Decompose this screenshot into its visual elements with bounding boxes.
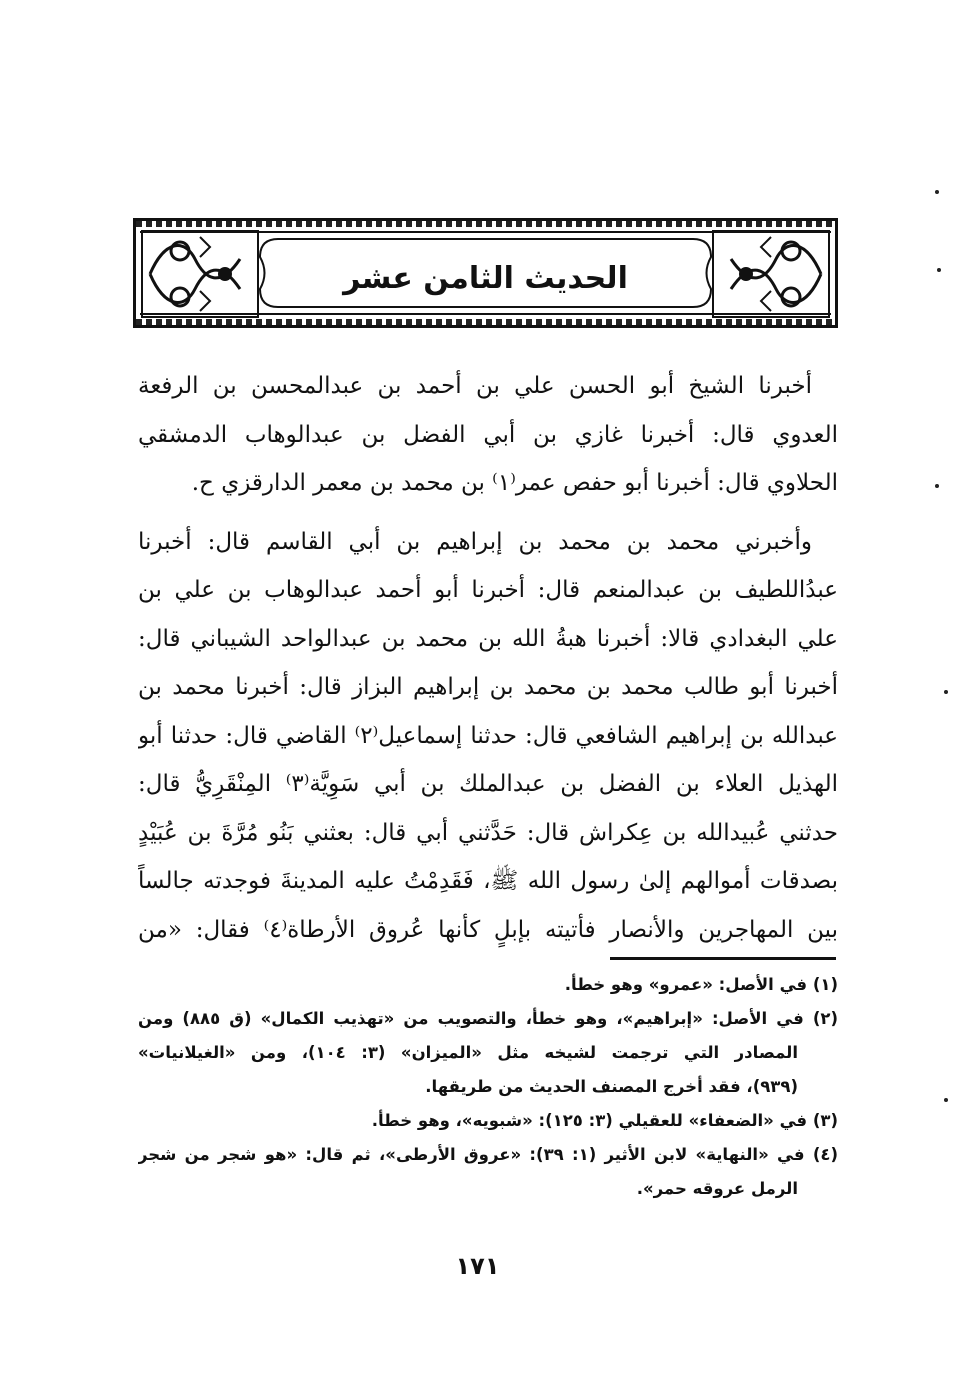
text-line: أخبرنا أبو طالب محمد بن محمد بن إبراهيم البزاز قال: أخبرنا محمد بن bbox=[138, 674, 838, 700]
text-line: الحلاوي قال: أخبرنا أبو حفص عمر⁽١⁾ بن محمد بن معمر الدارقزي ح. bbox=[191, 470, 838, 496]
footnote-separator bbox=[610, 957, 836, 960]
footnote-2-continuation: المصادر التي ترجمت لشيخه مثل «الميزان» (٣: ١٠٤)، ومن «الغيلانيات» bbox=[138, 1043, 799, 1062]
text-line: عبدالله بن إبراهيم الشافعي قال: حدثنا إسماعيل⁽٢⁾ القاضي قال: حدثنا أبو bbox=[138, 722, 838, 749]
footnote-3: (٣) في «الضعفاء» للعقيلي (٣: ١٢٥): «شبويه»، وهو خطأ. bbox=[371, 1111, 838, 1130]
footnote-2-continuation: (٩٣٩)، فقد أخرج المصنف الحديث من طريقها. bbox=[425, 1077, 798, 1096]
text-line: الهذيل العلاء بن الفضل بن عبدالملك بن أبي سَوِيَّة⁽٣⁾ المِنْقَرِيُّ قال: bbox=[138, 771, 838, 797]
chapter-title: الحديث الثامن عشر bbox=[343, 261, 628, 296]
margin-dot bbox=[944, 690, 948, 694]
left-ornament-icon bbox=[140, 229, 260, 319]
right-ornament-icon bbox=[711, 229, 831, 319]
text-line: العدوي قال: أخبرنا غازي بن أبي الفضل بن عبدالوهاب الدمشقي bbox=[138, 421, 838, 448]
text-line: أخبرنا الشيخ أبو الحسن علي بن أحمد بن عبدالمحسن بن الرفعة bbox=[138, 373, 812, 399]
page-number: ١٧١ bbox=[455, 1252, 500, 1280]
text-line: بين المهاجرين والأنصار فأتيته بإبلٍ كأنها عُروق الأرطاة⁽٤⁾ فقال: «من bbox=[138, 916, 838, 943]
text-line: وأخبرني محمد بن محمد بن إبراهيم بن أبي القاسم قال: أخبرنا bbox=[138, 528, 812, 555]
title-cartouche bbox=[256, 235, 715, 311]
footnote-1: (١) في الأصل: «عمرو» وهو خطأ. bbox=[564, 975, 838, 994]
text-line: علي البغدادي قالا: أخبرنا هبةُ الله بن محمد بن عبدالواحد الشيباني قال: bbox=[138, 625, 838, 652]
footnotes bbox=[138, 968, 838, 1206]
footnote-2: (٢) في الأصل: «إبراهيم»، وهو خطأ، والتصويب من «تهذيب الكمال» (ق ٨٨٥) ومن bbox=[138, 1009, 838, 1028]
margin-dot bbox=[935, 484, 939, 488]
footnote-4-continuation: الرمل عروقه حمر». bbox=[636, 1179, 798, 1198]
text-line: حدثني عُبيدالله بن عِكراش قال: حَدَّثني أبي قال: بعثني بَنُو مُرَّةَ بن عُبَيْدٍ bbox=[138, 819, 838, 846]
margin-dot bbox=[937, 268, 941, 272]
main-text bbox=[138, 362, 838, 954]
margin-dot bbox=[935, 190, 939, 194]
margin-dot bbox=[944, 1098, 948, 1102]
chapter-title-frame bbox=[133, 218, 838, 328]
footnote-4: (٤) في «النهاية» لابن الأثير (١: ٣٩): «عروق الأرطى»، ثم قال: «هو شجر من شجر bbox=[138, 1145, 838, 1164]
text-line: بصدقات أموالهم إلىٰ رسول الله ﷺ، فَقَدِمْتُ عليه المدينةَ فوجدته جالساً bbox=[138, 868, 838, 894]
text-line: عبدُاللطيف بن عبدالمنعم قال: أخبرنا أبو أحمد عبدالوهاب بن علي بن bbox=[138, 577, 838, 603]
